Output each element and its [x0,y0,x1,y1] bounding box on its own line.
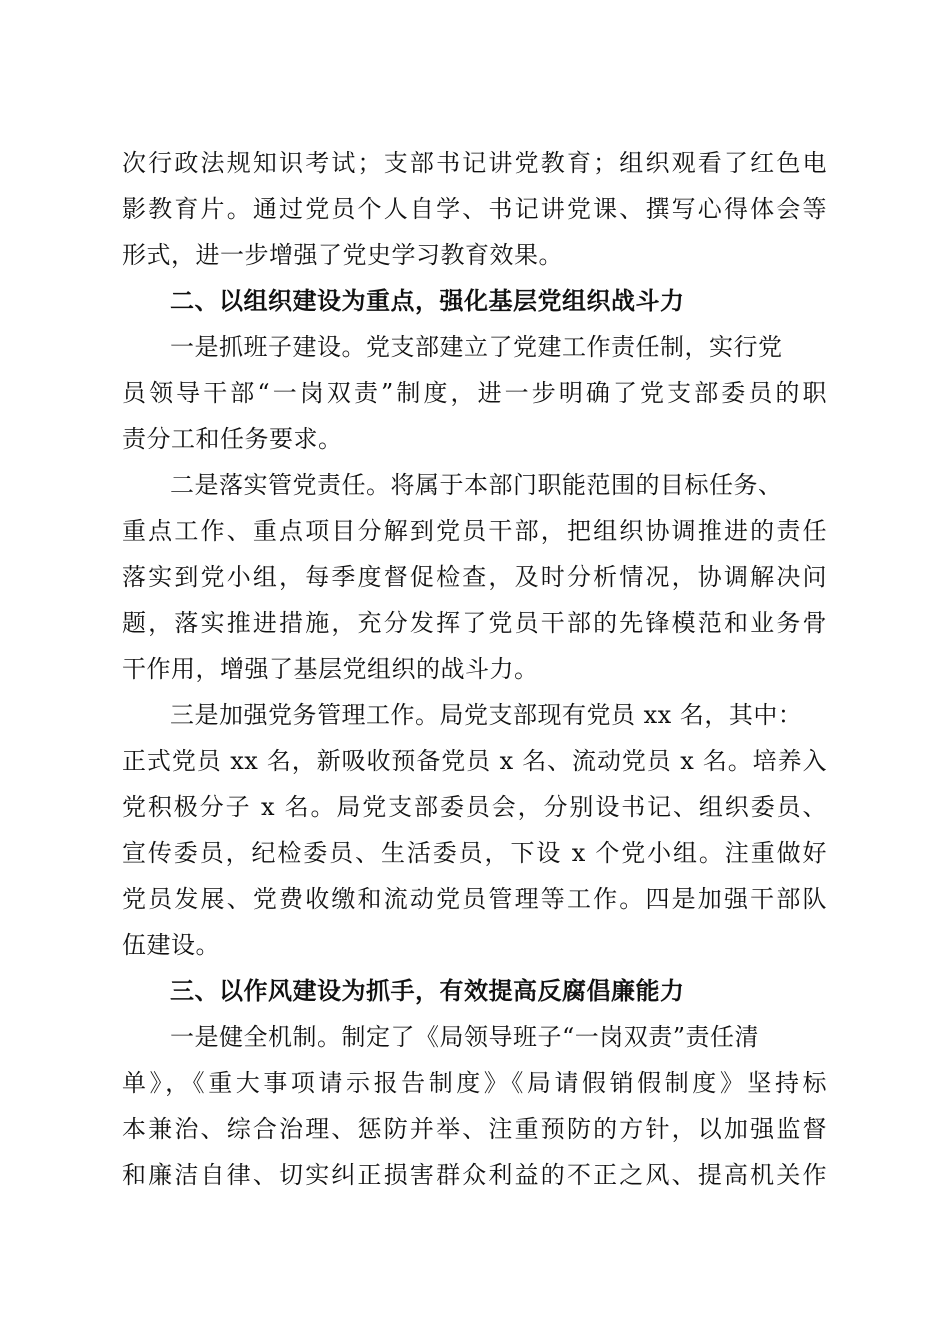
paragraph-first-line [170,330,783,364]
paragraph-text: 制定了《局领导班子“一岗双责”责任清 [341,1023,760,1051]
paragraph-lead: 三是加强党务管理工作。 [170,701,440,729]
paragraph-lead: 一是抓班子建设。 [170,333,366,361]
text-line: 责分工和任务要求。 [122,425,343,453]
text-line: 落实到党小组，每季度督促检查，及时分析情况，协调解决问 [122,563,827,591]
paragraph-text: 将属于本部门职能范围的目标任务、 [390,471,783,499]
text-line: 次行政法规知识考试；支部书记讲党教育；组织观看了红色电 [122,149,827,177]
text-line: 干作用，增强了基层党组织的战斗力。 [122,655,539,683]
paragraph-text: 党支部建立了党建工作责任制，实行党 [366,333,783,361]
text-line: 重点工作、重点项目分解到党员干部，把组织协调推进的责任 [122,517,827,545]
section-heading-2: 二、以组织建设为重点，强化基层党组织战斗力 [170,287,685,315]
text-line: 和廉洁自律、切实纠正损害群众利益的不正之风、提高机关作 [122,1161,827,1189]
paragraph-first-line [170,468,783,502]
text-line: 宣传委员，纪检委员、生活委员，下设 x 个党小组。注重做好 [122,839,827,867]
paragraph-first-line [170,1020,759,1054]
text-line: 影教育片。通过党员个人自学、书记讲党课、撰写心得体会等 [122,195,827,223]
text-line: 正式党员 xx 名，新吸收预备党员 x 名、流动党员 x 名。培养入 [122,747,827,775]
paragraph-lead: 一是健全机制。 [170,1023,342,1051]
text-line: 单》，《重大事项请示报告制度》《局请假销假制度》坚持标 [122,1069,827,1097]
paragraph-first-line [170,698,802,732]
text-line: 员领导干部“一岗双责”制度，进一步明确了党支部委员的职 [122,379,827,407]
paragraph-text: 局党支部现有党员 xx 名，其中： [439,701,803,729]
paragraph-lead: 二是落实管党责任。 [170,471,391,499]
text-line: 伍建设。 [122,931,220,959]
text-line: 题，落实推进措施，充分发挥了党员干部的先锋模范和业务骨 [122,609,827,637]
section-heading-3: 三、以作风建设为抓手，有效提高反腐倡廉能力 [170,977,685,1005]
text-line: 本兼治、综合治理、惩防并举、注重预防的方针，以加强监督 [122,1115,827,1143]
text-line: 党积极分子 x 名。局党支部委员会，分别设书记、组织委员、 [122,793,827,821]
text-line: 形式，进一步增强了党史学习教育效果。 [122,241,563,269]
text-line: 党员发展、党费收缴和流动党员管理等工作。四是加强干部队 [122,885,827,913]
